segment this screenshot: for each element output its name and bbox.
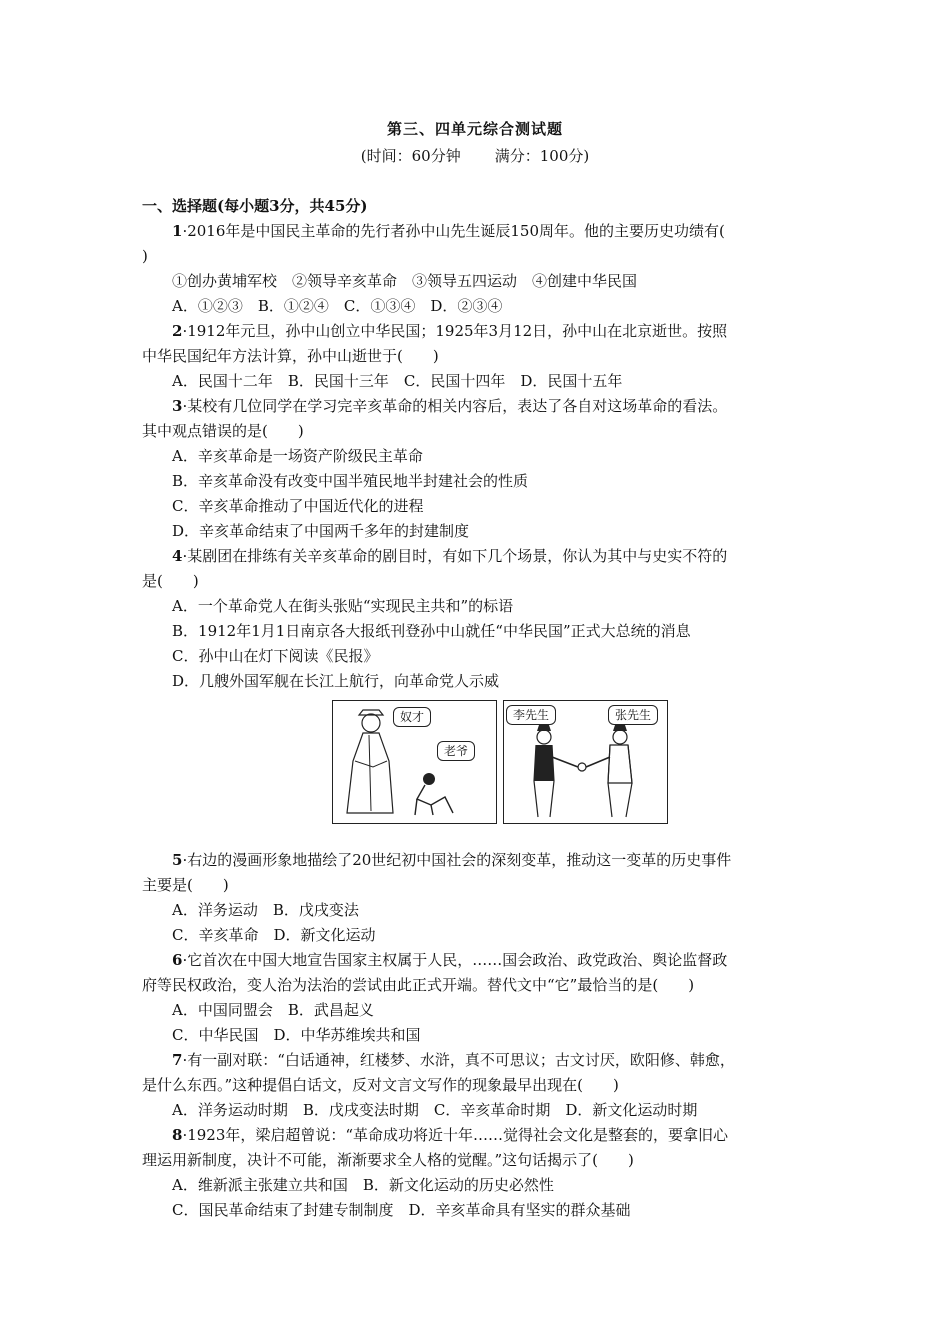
question-stem-cont: 理运用新制度，决计不可能，渐渐要求全人格的觉醒。”这句话揭示了( ) xyxy=(142,1151,634,1169)
question-5 xyxy=(142,848,820,948)
question-number: 7 xyxy=(172,1051,183,1069)
question-stem-cont: 府等民权政治，变人治为法治的尝试由此正式开端。替代文中“它”最恰当的是( ) xyxy=(142,976,695,994)
question-stem: ·某剧团在排练有关辛亥革命的剧目时，有如下几个场景，你认为其中与史实不符的 xyxy=(182,547,728,565)
option-d: D．几艘外国军舰在长江上航行，向革命党人示威 xyxy=(172,672,500,690)
option-c: C．孙中山在灯下阅读《民报》 xyxy=(172,647,379,665)
question-number: 8 xyxy=(172,1126,183,1144)
question-stem-cont: 中华民国纪年方法计算，孙中山逝世于( ) xyxy=(142,347,439,365)
speech-bubble-servant: 奴才 xyxy=(393,707,431,727)
question-stem: ·1923年，梁启超曾说：“革命成功将近十年……觉得社会文化是整套的，要拿旧心 xyxy=(182,1126,729,1144)
cartoon-panel-right xyxy=(503,700,668,824)
question-number: 3 xyxy=(172,397,183,415)
question-number: 4 xyxy=(172,547,183,565)
question-stem: ·它首次在中国大地宣告国家主权属于人民，……国会政治、政党政治、舆论监督政 xyxy=(182,951,728,969)
question-stem: ·1912年元旦，孙中山创立中华民国；1925年3月12日，孙中山在北京逝世。按照 xyxy=(182,322,728,340)
question-8 xyxy=(142,1123,820,1223)
question-stem-cont: 是( ) xyxy=(142,572,199,590)
question-stem: ·某校有几位同学在学习完辛亥革命的相关内容后，表达了各自对这场革命的看法。 xyxy=(182,397,728,415)
answer-options-cd: C．国民革命结束了封建专制制度 D．辛亥革命具有坚实的群众基础 xyxy=(172,1201,631,1219)
speech-bubble-master: 老爷 xyxy=(437,741,475,761)
answer-options-ab: A．中国同盟会 B．武昌起义 xyxy=(172,1001,374,1019)
answer-options-ab: A．维新派主张建立共和国 B．新文化运动的历史必然性 xyxy=(172,1176,554,1194)
question-2 xyxy=(142,319,820,394)
cartoon-figure xyxy=(332,700,668,824)
question-number: 6 xyxy=(172,951,183,969)
answer-options-ab: A．洋务运动 B．戊戌变法 xyxy=(172,901,359,919)
speech-bubble-mr-li: 李先生 xyxy=(506,705,556,725)
question-stem: ·右边的漫画形象地描绘了20世纪初中国社会的深刻变革，推动这一变革的历史事件 xyxy=(182,851,732,869)
answer-options-cd: C．中华民国 D．中华苏维埃共和国 xyxy=(172,1026,421,1044)
exam-info xyxy=(0,145,950,166)
question-list xyxy=(142,194,820,1223)
question-stem: ·2016年是中国民主革命的先行者孙中山先生诞辰150周年。他的主要历史功绩有( xyxy=(182,222,725,240)
speech-bubble-mr-zhang: 张先生 xyxy=(608,705,658,725)
section-heading: 一、选择题(每小题3分，共45分) xyxy=(142,197,368,215)
question-6 xyxy=(142,948,820,1048)
question-stem-cont: 主要是( ) xyxy=(142,876,229,894)
page-title: 第三、四单元综合测试题 xyxy=(386,120,563,138)
option-b: B．辛亥革命没有改变中国半殖民地半封建社会的性质 xyxy=(172,472,529,490)
question-3 xyxy=(142,394,820,544)
question-7 xyxy=(142,1048,820,1123)
question-stem-cont: 是什么东西。”这种提倡白话文，反对文言文写作的现象最早出现在( ) xyxy=(142,1076,619,1094)
answer-options: A．民国十二年 B．民国十三年 C．民国十四年 D．民国十五年 xyxy=(172,372,623,390)
question-stem: ·有一副对联：“白话通神，红楼梦、水浒，真不可思议；古文讨厌，欧阳修、韩愈， xyxy=(182,1051,735,1069)
option-a: A．一个革命党人在街头张贴“实现民主共和”的标语 xyxy=(172,597,514,615)
time-limit: (时间：60分钟 xyxy=(360,147,461,165)
full-score: 满分：100分) xyxy=(494,147,590,165)
question-number: 5 xyxy=(172,851,183,869)
option-d: D．辛亥革命结束了中国两千多年的封建制度 xyxy=(172,522,470,540)
question-4 xyxy=(142,544,820,694)
question-stem-cont: 其中观点错误的是( ) xyxy=(142,422,304,440)
question-number: 1 xyxy=(172,222,183,240)
option-b: B．1912年1月1日南京各大报纸刊登孙中山就任“中华民国”正式大总统的消息 xyxy=(172,622,691,640)
option-c: C．辛亥革命推动了中国近代化的进程 xyxy=(172,497,424,515)
answer-options: A．①②③ B．①②④ C．①③④ D．②③④ xyxy=(172,297,503,315)
answer-options-cd: C．辛亥革命 D．新文化运动 xyxy=(172,926,376,944)
cartoon-panel-left xyxy=(332,700,497,824)
question-number: 2 xyxy=(172,322,183,340)
answer-options: A．洋务运动时期 B．戊戌变法时期 C．辛亥革命时期 D．新文化运动时期 xyxy=(172,1101,698,1119)
numbered-items: ①创办黄埔军校 ②领导辛亥革命 ③领导五四运动 ④创建中华民国 xyxy=(172,272,638,290)
question-stem-cont: ) xyxy=(142,247,148,265)
option-a: A．辛亥革命是一场资产阶级民主革命 xyxy=(172,447,423,465)
question-1 xyxy=(142,219,820,319)
